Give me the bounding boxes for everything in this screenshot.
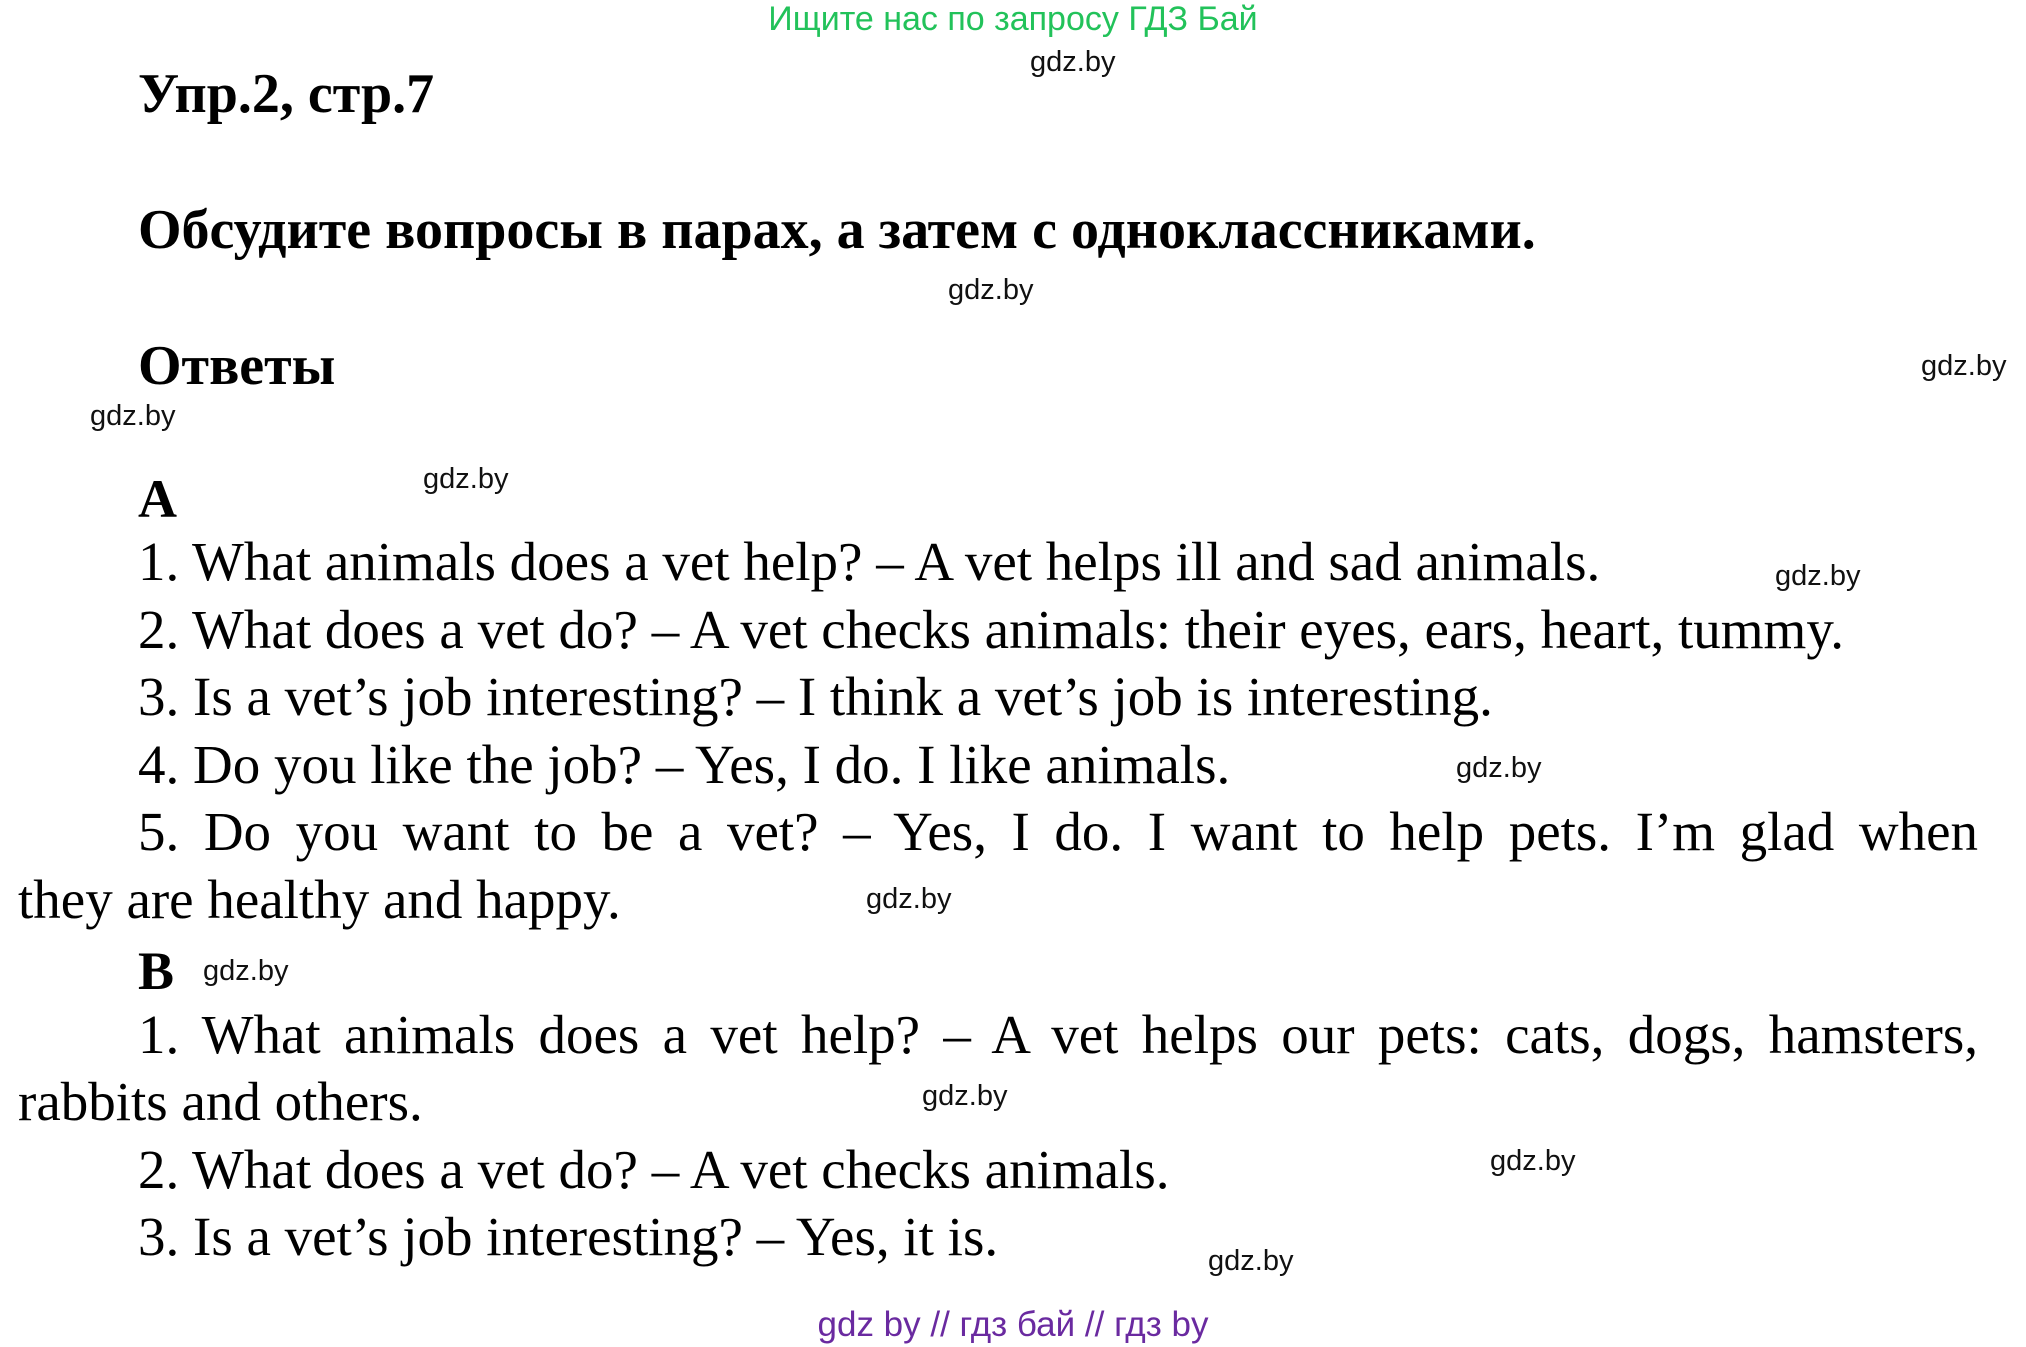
watermark: gdz.by: [1030, 46, 1116, 78]
answer-line: they are healthy and happy.: [18, 869, 621, 930]
answers-label: Ответы: [138, 335, 336, 397]
exercise-heading: Упр.2, стр.7: [138, 63, 435, 125]
watermark: gdz.by: [1775, 560, 1861, 592]
bottom-site-links[interactable]: gdz by // гдз бай // гдз by: [817, 1305, 1209, 1344]
watermark: gdz.by: [922, 1080, 1008, 1112]
answer-line: 1. What animals does a vet help? – A vet helps our pets: cats, dogs, hamsters,: [138, 1004, 1978, 1065]
answer-line: rabbits and others.: [18, 1071, 423, 1132]
answer-line: 2. What does a vet do? – A vet checks animals: their eyes, ears, heart, tummy.: [138, 599, 1845, 660]
watermark: gdz.by: [1208, 1245, 1294, 1277]
watermark: gdz.by: [90, 400, 176, 432]
answer-line: 4. Do you like the job? – Yes, I do. I like animals.: [138, 734, 1231, 795]
exercise-instruction: Обсудите вопросы в парах, а затем с одноклассниками.: [138, 199, 1536, 261]
top-banner: Ищите нас по запросу ГДЗ Бай: [768, 0, 1258, 38]
answer-line: 3. Is a vet’s job interesting? – Yes, it is.: [138, 1206, 999, 1267]
answer-line: 2. What does a vet do? – A vet checks animals.: [138, 1139, 1170, 1200]
watermark: gdz.by: [1490, 1145, 1576, 1177]
watermark: gdz.by: [866, 883, 952, 915]
watermark: gdz.by: [1921, 350, 2007, 382]
answer-line: 1. What animals does a vet help? – A vet helps ill and sad animals.: [138, 531, 1601, 592]
watermark: gdz.by: [1456, 752, 1542, 784]
watermark: gdz.by: [203, 955, 289, 987]
section-b-letter: B: [138, 941, 175, 1001]
section-a-letter: A: [138, 469, 177, 529]
answer-line: 3. Is a vet’s job interesting? – I think a vet’s job is interesting.: [138, 666, 1493, 727]
watermark: gdz.by: [423, 463, 509, 495]
answer-line: 5. Do you want to be a vet? – Yes, I do. I want to help pets. I’m glad when: [138, 801, 1978, 862]
watermark: gdz.by: [948, 274, 1034, 306]
